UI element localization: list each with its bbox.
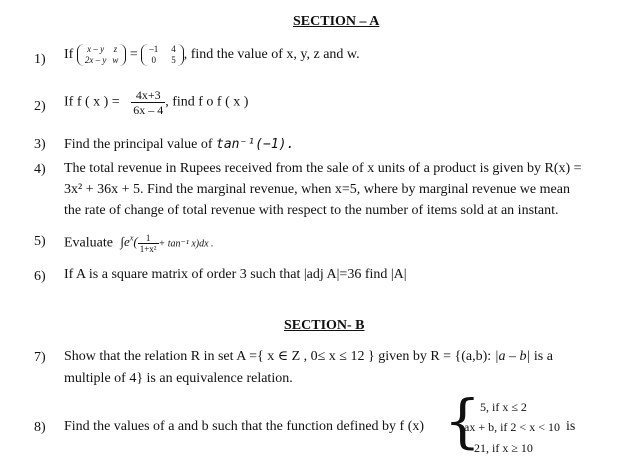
equals-sign: = [129, 47, 138, 63]
matrix-cell: 4 [171, 44, 176, 54]
matrix-left [77, 44, 127, 66]
question-3-text: Find the principal value of [64, 137, 217, 152]
matrix-cell: x – y [87, 44, 105, 54]
question-number: 5) [34, 234, 46, 249]
question-2 [64, 88, 248, 117]
matrix-cell: 0 [151, 55, 156, 65]
integral-expr [120, 234, 137, 249]
fraction [131, 88, 165, 117]
question-8-text: Find the values of a and b such that the function defined by f (x) [64, 419, 425, 434]
matrix-cell: –1 [149, 44, 159, 54]
question-4-line: The total revenue in Rupees received from the sale of x units of a product is given by R(x) = [64, 161, 582, 176]
question-number: 1) [34, 52, 46, 67]
question-5-lead: Evaluate [64, 235, 113, 251]
question-3-expr: tan⁻¹(−1). [216, 137, 295, 152]
question-3 [64, 134, 294, 155]
matrix-cell: 2x – y [84, 55, 107, 65]
if-label: If [64, 47, 74, 63]
fraction-numerator: 1 [138, 233, 159, 244]
question-8-tail: is [566, 419, 576, 434]
exponent: x [129, 234, 134, 243]
question-6: If A is a square matrix of order 3 such that |adj A|=36 find |A| [64, 267, 407, 282]
piecewise-brace: { [444, 387, 481, 455]
fraction [138, 233, 159, 254]
question-1-tail: , find the value of x, y, z and w. [183, 47, 360, 63]
integral-tail: + tan⁻¹ x)dx . [158, 238, 214, 250]
question-4-line: 3x² + 36x + 5. Find the marginal revenue, when x=5, where by marginal revenue we mean [64, 182, 570, 197]
piecewise-case: ax + b, if 2 < x < 10 [464, 420, 560, 434]
question-7-line [64, 346, 553, 367]
question-7-line: multiple of 4} is an equivalence relation. [64, 371, 293, 386]
question-number: 6) [34, 269, 46, 284]
paren-open: ( [133, 234, 138, 250]
abs-expr: |a – b| [494, 349, 531, 364]
question-2-tail: , find f o f ( x ) [165, 94, 249, 110]
question-number: 4) [34, 162, 46, 177]
question-4-line: the rate of change of total revenue with respect to the number of items sold at an instant. [64, 203, 559, 218]
matrix-cell: w [112, 55, 119, 65]
question-1 [64, 44, 360, 66]
question-number: 8) [34, 420, 46, 435]
question-5 [64, 228, 214, 254]
fraction-denominator: 1+x² [139, 243, 157, 254]
fraction-denominator: 6x – 4 [133, 103, 164, 117]
matrix-cell: z [113, 44, 118, 54]
matrix-cell: 5 [171, 55, 176, 65]
question-7-part: is a [530, 349, 553, 364]
question-number: 7) [34, 350, 46, 365]
question-number: 3) [34, 137, 46, 152]
section-b-title: SECTION- B [284, 318, 365, 333]
question-number: 2) [34, 99, 46, 114]
integral-part: ∫e [120, 234, 130, 250]
question-7-part: Show that the relation R in set A ={ x ∈ Z , 0≤ x ≤ 12 } given by R = {(a,b): [64, 349, 495, 364]
piecewise-case: 5, if x ≤ 2 [480, 400, 527, 414]
question-2-lead: If f ( x ) = [64, 94, 120, 110]
matrix-right [141, 44, 184, 66]
section-a-title: SECTION – A [293, 14, 380, 29]
piecewise-case: 21, if x ≥ 10 [474, 441, 533, 455]
fraction-numerator: 4x+3 [131, 88, 165, 103]
